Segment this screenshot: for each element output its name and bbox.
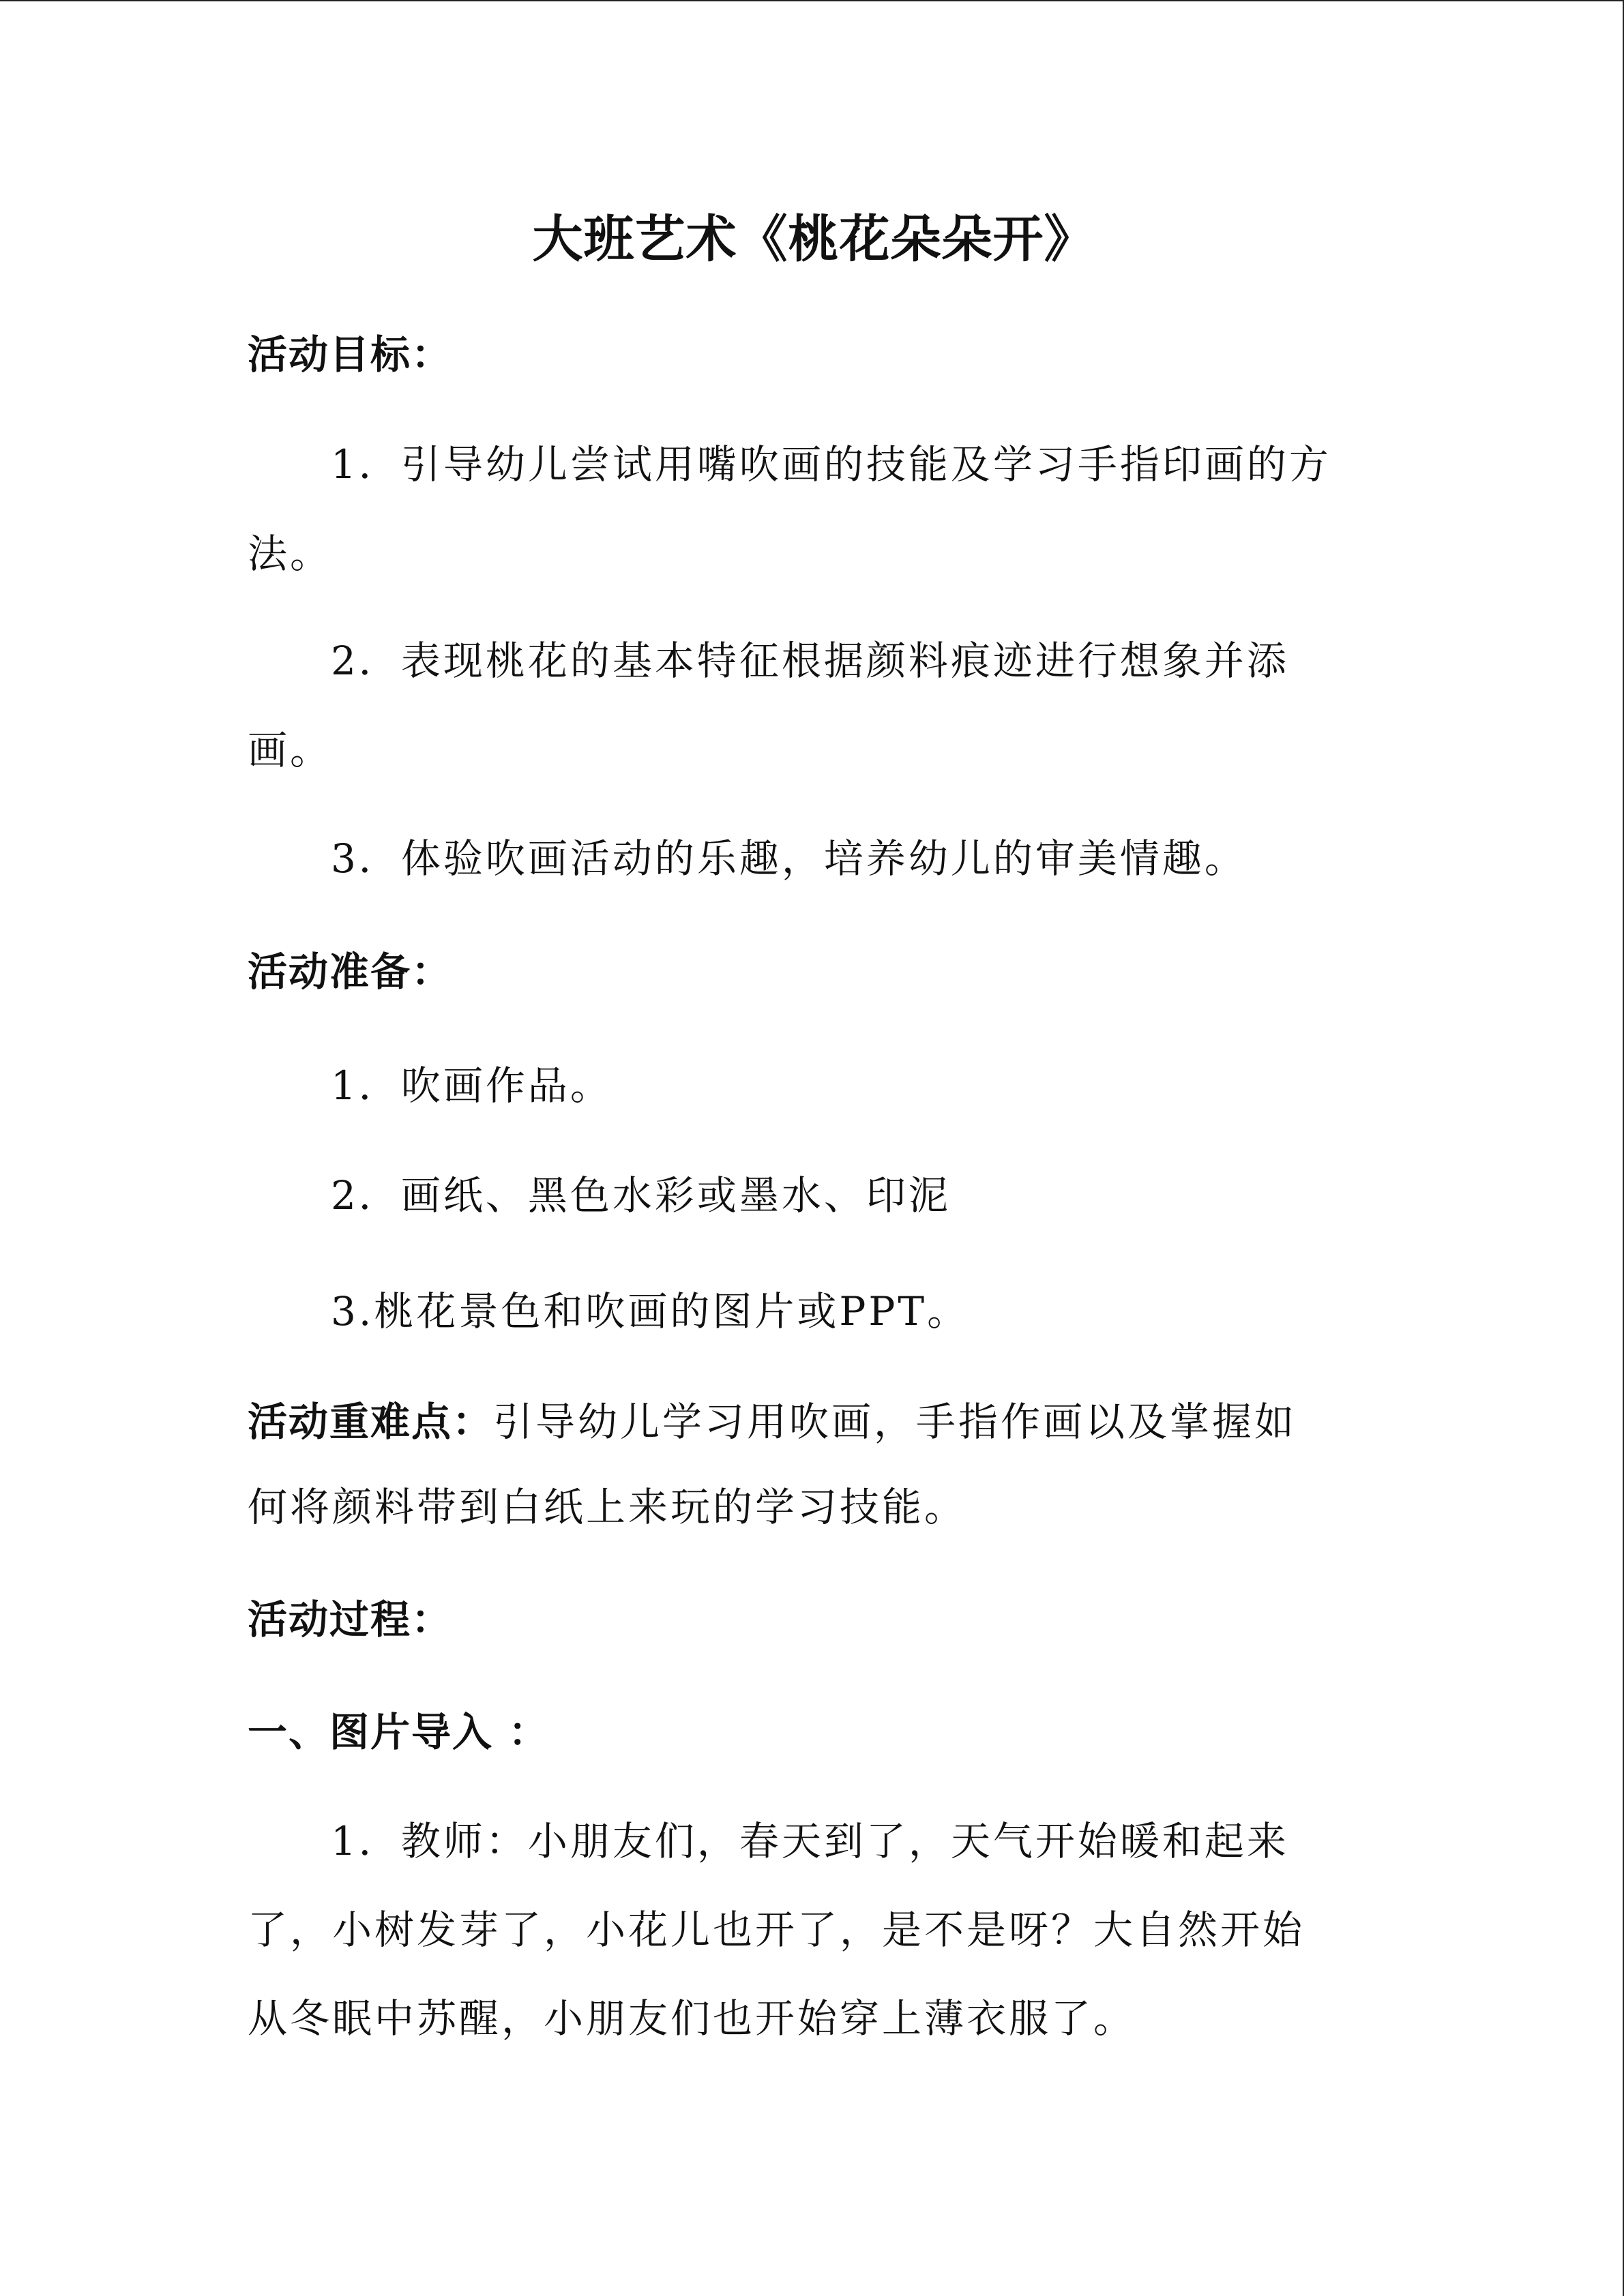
preparation-heading: 活动准备： bbox=[248, 949, 453, 995]
key-points-text-line-2: 何将颜料带到白纸上来玩的学习技能。 bbox=[248, 1484, 967, 1530]
preparation-item-2: 2．画纸、黑色水彩或墨水、印泥 bbox=[331, 1172, 951, 1219]
key-points-text-line-1: 引导幼儿学习用吹画，手指作画以及掌握如 bbox=[493, 1399, 1297, 1445]
goal-item-2-line-1: 2．表现桃花的基本特征根据颜料痕迹进行想象并添 bbox=[331, 638, 1289, 684]
process-para-1-line-3: 从冬眠中苏醒，小朋友们也开始穿上薄衣服了。 bbox=[248, 1995, 1136, 2042]
goal-item-2-line-2: 画。 bbox=[248, 727, 333, 773]
process-section-1-heading: 一、图片导入 ： bbox=[248, 1709, 550, 1755]
goal-item-1-line-2: 法。 bbox=[248, 531, 333, 577]
goals-heading: 活动目标： bbox=[248, 331, 453, 378]
goal-item-3: 3．体验吹画活动的乐趣，培养幼儿的审美情趣。 bbox=[331, 835, 1247, 882]
key-points-heading: 活动重难点： bbox=[248, 1399, 494, 1445]
preparation-item-1: 1．吹画作品。 bbox=[331, 1062, 612, 1109]
goal-item-1-line-1: 1．引导幼儿尝试用嘴吹画的技能及学习手指印画的方 bbox=[331, 441, 1331, 488]
process-heading: 活动过程： bbox=[248, 1596, 453, 1643]
key-points-line-1 bbox=[248, 1395, 1297, 1449]
document-title: 大班艺术《桃花朵朵开》 bbox=[532, 210, 1095, 269]
process-para-1-line-1: 1．教师：小朋友们，春天到了，天气开始暖和起来 bbox=[331, 1818, 1289, 1864]
preparation-item-3: 3.桃花景色和吹画的图片或PPT。 bbox=[331, 1288, 970, 1335]
process-para-1-line-2: 了，小树发芽了，小花儿也开了，是不是呀？大自然开始 bbox=[248, 1907, 1305, 1953]
